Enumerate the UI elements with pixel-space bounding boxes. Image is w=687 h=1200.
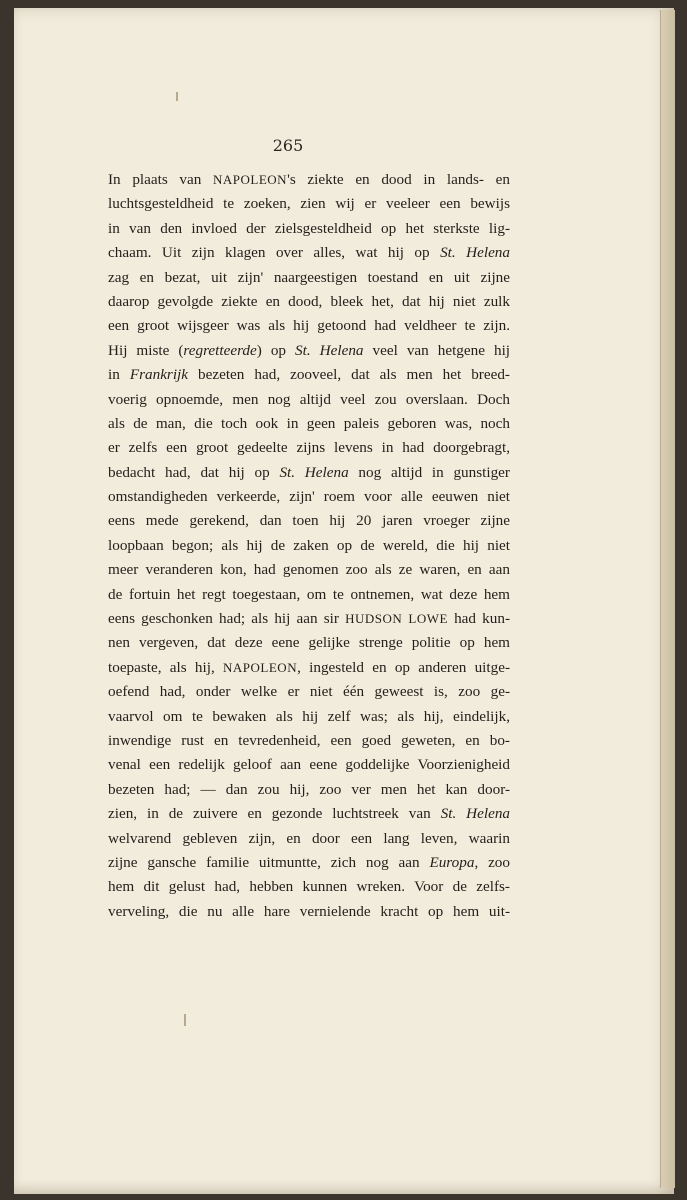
text-run: ) op — [256, 341, 296, 359]
italic-text: Europa — [429, 853, 475, 871]
text-run: een groot wijsgeer was als hij getoond had veldheer te zijn. — [108, 317, 510, 335]
text-run: veel van hetgene hij — [363, 341, 511, 359]
text-run: nog altijd in gunstiger — [348, 463, 510, 481]
text-line — [108, 339, 510, 363]
text-line — [108, 436, 510, 460]
text-run: voerig opnoemde, men nog altijd veel zou overslaan. Doch — [108, 390, 510, 408]
italic-text: St. Helena — [440, 805, 511, 823]
text-run: luchtsgesteldheid te zoeken, zien wij er veeleer een bewijs — [108, 195, 510, 213]
text-run: in — [108, 366, 130, 384]
text-run: zijne gansche familie uitmuntte, zich nog aan — [108, 853, 430, 871]
text-run: inwendige rust en tevredenheid, een goed geweten, en bo- — [108, 731, 510, 749]
text-run: vaarvol om te bewaken als hij zelf was; als hij, eindelijk, — [108, 707, 510, 725]
text-run: eens geschonken had; als hij aan sir — [108, 610, 346, 628]
text-run: hem dit gelust had, hebben kunnen wreken. Voor de zelfs- — [108, 878, 510, 896]
text-line — [108, 534, 510, 558]
text-line — [108, 412, 510, 436]
text-run: , ingesteld en op anderen uitge- — [297, 658, 511, 676]
small-caps-name: NAPOLEON — [213, 172, 288, 187]
text-line — [108, 461, 510, 485]
text-line — [108, 753, 510, 777]
text-line — [108, 802, 510, 826]
italic-text: St. Helena — [279, 463, 349, 481]
text-line — [108, 851, 510, 875]
text-line — [108, 388, 510, 412]
paper-speck — [176, 92, 178, 101]
text-run: er zelfs een groot gedeelte zijns levens in had doorgebragt, — [108, 439, 510, 457]
italic-text: St. Helena — [295, 341, 364, 359]
text-run: eens mede gerekend, dan toen hij 20 jaren vroeger zijne — [108, 512, 510, 530]
text-run: , zoo — [474, 853, 510, 871]
text-run: bedacht had, dat hij op — [108, 463, 280, 481]
text-run: zag en bezat, uit zijn' naargeestigen toestand en uit zijne — [108, 268, 510, 286]
text-run: als de man, die toch ook in geen paleis geboren was, noch — [108, 414, 510, 432]
text-line — [108, 314, 510, 338]
small-caps-name: NAPOLEON — [223, 659, 298, 675]
text-line — [108, 631, 510, 655]
book-page — [14, 8, 674, 1194]
text-run: de fortuin het regt toegestaan, om te ontnemen, wat deze hem — [108, 585, 510, 603]
text-line — [108, 266, 510, 290]
text-line — [108, 217, 510, 241]
text-run: Hij miste ( — [108, 341, 184, 359]
text-run: bezeten had, zooveel, dat als men het breed- — [188, 366, 510, 384]
text-run: venal een redelijk geloof aan eene goddelijke Voorzienigheid — [108, 756, 510, 774]
page-edge — [660, 10, 675, 1188]
paper-speck — [184, 1014, 186, 1026]
text-run: loopbaan begon; als hij de zaken op de wereld, die hij niet — [108, 536, 510, 554]
text-line — [108, 290, 510, 314]
text-line — [108, 607, 510, 631]
text-line — [108, 192, 510, 216]
small-caps-name: HUDSON LOWE — [345, 611, 448, 627]
text-line — [108, 900, 510, 924]
text-line — [108, 729, 510, 753]
text-line — [108, 705, 510, 729]
body-text — [108, 168, 510, 924]
text-run: chaam. Uit zijn klagen over alles, wat hij op — [108, 244, 441, 262]
text-line — [108, 509, 510, 533]
text-run: verveling, die nu alle hare vernielende kracht op hem uit- — [108, 902, 510, 920]
text-run: zien, in de zuivere en gezonde luchtstreek van — [108, 805, 441, 823]
text-line — [108, 827, 510, 851]
text-run: in van den invloed der zielsgesteldheid op het sterkste lig- — [108, 219, 510, 237]
page-number: 265 — [272, 136, 304, 155]
text-run: nen vergeven, dat deze eene gelijke strenge politie op hem — [108, 634, 510, 652]
text-run: daarop gevolgde ziekte en dood, bleek het, dat hij niet zulk — [108, 292, 510, 310]
text-run: welvarend gebleven zijn, en door een lang leven, waarin — [108, 829, 510, 847]
text-run: meer veranderen kon, had genomen zoo als ze waren, en aan — [108, 561, 510, 579]
italic-text: Frankrijk — [129, 366, 189, 384]
italic-text: St. Helena — [440, 244, 510, 262]
text-line — [108, 168, 510, 192]
text-line — [108, 363, 510, 387]
text-line — [108, 778, 510, 802]
text-run: had kun- — [447, 610, 510, 628]
text-line — [108, 241, 510, 265]
text-run: omstandigheden verkeerde, zijn' roem voor alle eeuwen niet — [108, 488, 510, 506]
text-line — [108, 583, 510, 607]
text-run: toepaste, als hij, — [108, 658, 224, 676]
text-line — [108, 485, 510, 509]
italic-text: regretteerde — [183, 341, 257, 359]
text-line — [108, 680, 510, 704]
text-run: In plaats van — [108, 171, 214, 188]
text-line — [108, 656, 510, 680]
text-run: oefend had, onder welke er niet één geweest is, zoo ge- — [108, 683, 510, 701]
text-line — [108, 875, 510, 899]
text-run: bezeten had; — dan zou hij, zoo ver men het kan door- — [108, 780, 510, 798]
text-line — [108, 558, 510, 582]
text-run: 's ziekte en dood in lands- en — [287, 171, 510, 188]
